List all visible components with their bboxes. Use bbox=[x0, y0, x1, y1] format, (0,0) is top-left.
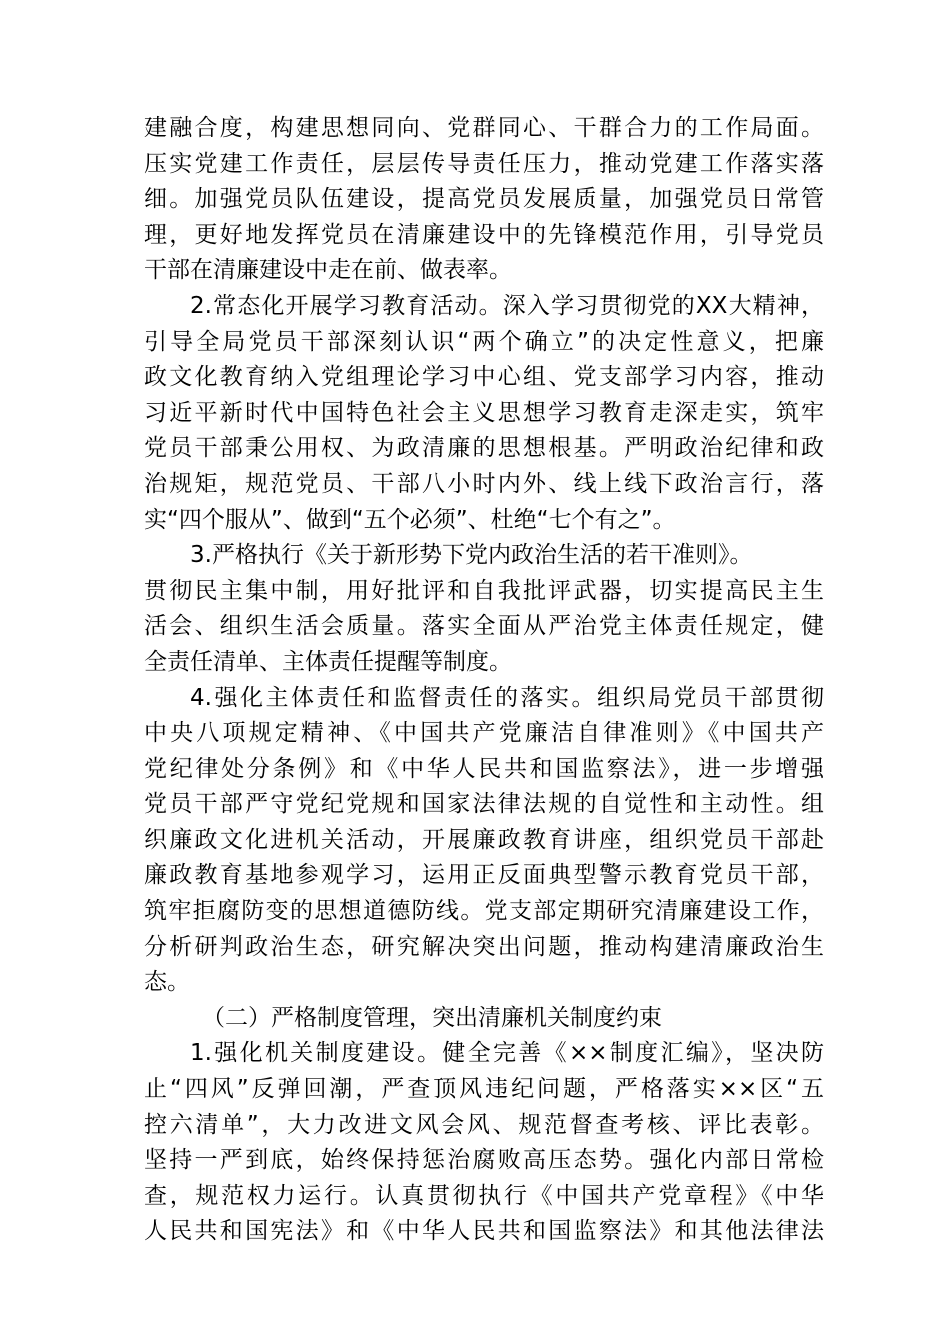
document-page bbox=[144, 111, 824, 1250]
text-line: 实“四个服从”、做到“五个必须”、杜绝“七个有之”。 bbox=[144, 506, 676, 533]
text-line: 查，规范权力运行。认真贯彻执行《中国共产党章程》《中华 bbox=[144, 1182, 824, 1209]
paragraph-first-line: 4.强化主体责任和监督责任的落实。组织局党员干部贯彻 bbox=[190, 684, 824, 711]
text-line: 贯彻民主集中制，用好批评和自我批评武器，切实提高民主生 bbox=[144, 577, 824, 604]
paragraph-first-line: 3.严格执行《关于新形势下党内政治生活的若干准则》。 bbox=[190, 542, 753, 569]
paragraph-first-line: 1.强化机关制度建设。健全完善《××制度汇编》，坚决防 bbox=[190, 1040, 824, 1067]
text-line: 中央八项规定精神、《中国共产党廉洁自律准则》《中国共产 bbox=[144, 720, 824, 747]
text-line: 治规矩，规范党员、干部八小时内外、线上线下政治言行，落 bbox=[144, 470, 824, 497]
text-line: 理，更好地发挥党员在清廉建设中的先锋模范作用，引导党员 bbox=[144, 221, 824, 248]
text-line: 活会、组织生活会质量。落实全面从严治党主体责任规定，健 bbox=[144, 613, 824, 640]
text-line: 建融合度，构建思想同向、党群同心、干群合力的工作局面。 bbox=[144, 115, 824, 141]
text-line: 织廉政文化进机关活动，开展廉政教育讲座，组织党员干部赴 bbox=[144, 826, 824, 853]
text-line: 干部在清廉建设中走在前、做表率。 bbox=[144, 257, 512, 284]
text-line: 细。加强党员队伍建设，提高党员发展质量，加强党员日常管 bbox=[144, 186, 824, 213]
text-line: 筑牢拒腐防变的思想道德防线。党支部定期研究清廉建设工作， bbox=[144, 898, 824, 925]
text-line: 坚持一严到底，始终保持惩治腐败高压态势。强化内部日常检 bbox=[144, 1147, 824, 1174]
text-line: 分析研判政治生态，研究解决突出问题，推动构建清廉政治生 bbox=[144, 933, 824, 960]
text-line: 压实党建工作责任，层层传导责任压力，推动党建工作落实落 bbox=[144, 150, 824, 177]
section-heading: （二）严格制度管理，突出清廉机关制度约束 bbox=[202, 1004, 662, 1031]
text-line: 党员干部秉公用权、为政清廉的思想根基。严明政治纪律和政 bbox=[144, 435, 824, 462]
text-line: 态。 bbox=[144, 969, 190, 996]
text-line: 政文化教育纳入党组理论学习中心组、党支部学习内容，推动 bbox=[144, 364, 824, 391]
text-line: 人民共和国宪法》和《中华人民共和国监察法》和其他法律法 bbox=[144, 1218, 824, 1245]
text-line: 廉政教育基地参观学习，运用正反面典型警示教育党员干部， bbox=[144, 862, 824, 889]
paragraph-first-line: 2.常态化开展学习教育活动。深入学习贯彻党的XX大精神， bbox=[190, 292, 824, 319]
text-line: 党纪律处分条例》和《中华人民共和国监察法》，进一步增强 bbox=[144, 755, 824, 782]
text-line: 引导全局党员干部深刻认识“两个确立”的决定性意义，把廉 bbox=[144, 328, 824, 355]
text-line: 党员干部严守党纪党规和国家法律法规的自觉性和主动性。组 bbox=[144, 791, 824, 818]
text-line: 止“四风”反弹回潮，严查顶风违纪问题，严格落实××区“五 bbox=[144, 1076, 824, 1103]
text-line: 习近平新时代中国特色社会主义思想学习教育走深走实，筑牢 bbox=[144, 399, 824, 426]
text-line: 全责任清单、主体责任提醒等制度。 bbox=[144, 648, 512, 675]
text-line: 控六清单”，大力改进文风会风、规范督查考核、评比表彰。 bbox=[144, 1111, 824, 1138]
